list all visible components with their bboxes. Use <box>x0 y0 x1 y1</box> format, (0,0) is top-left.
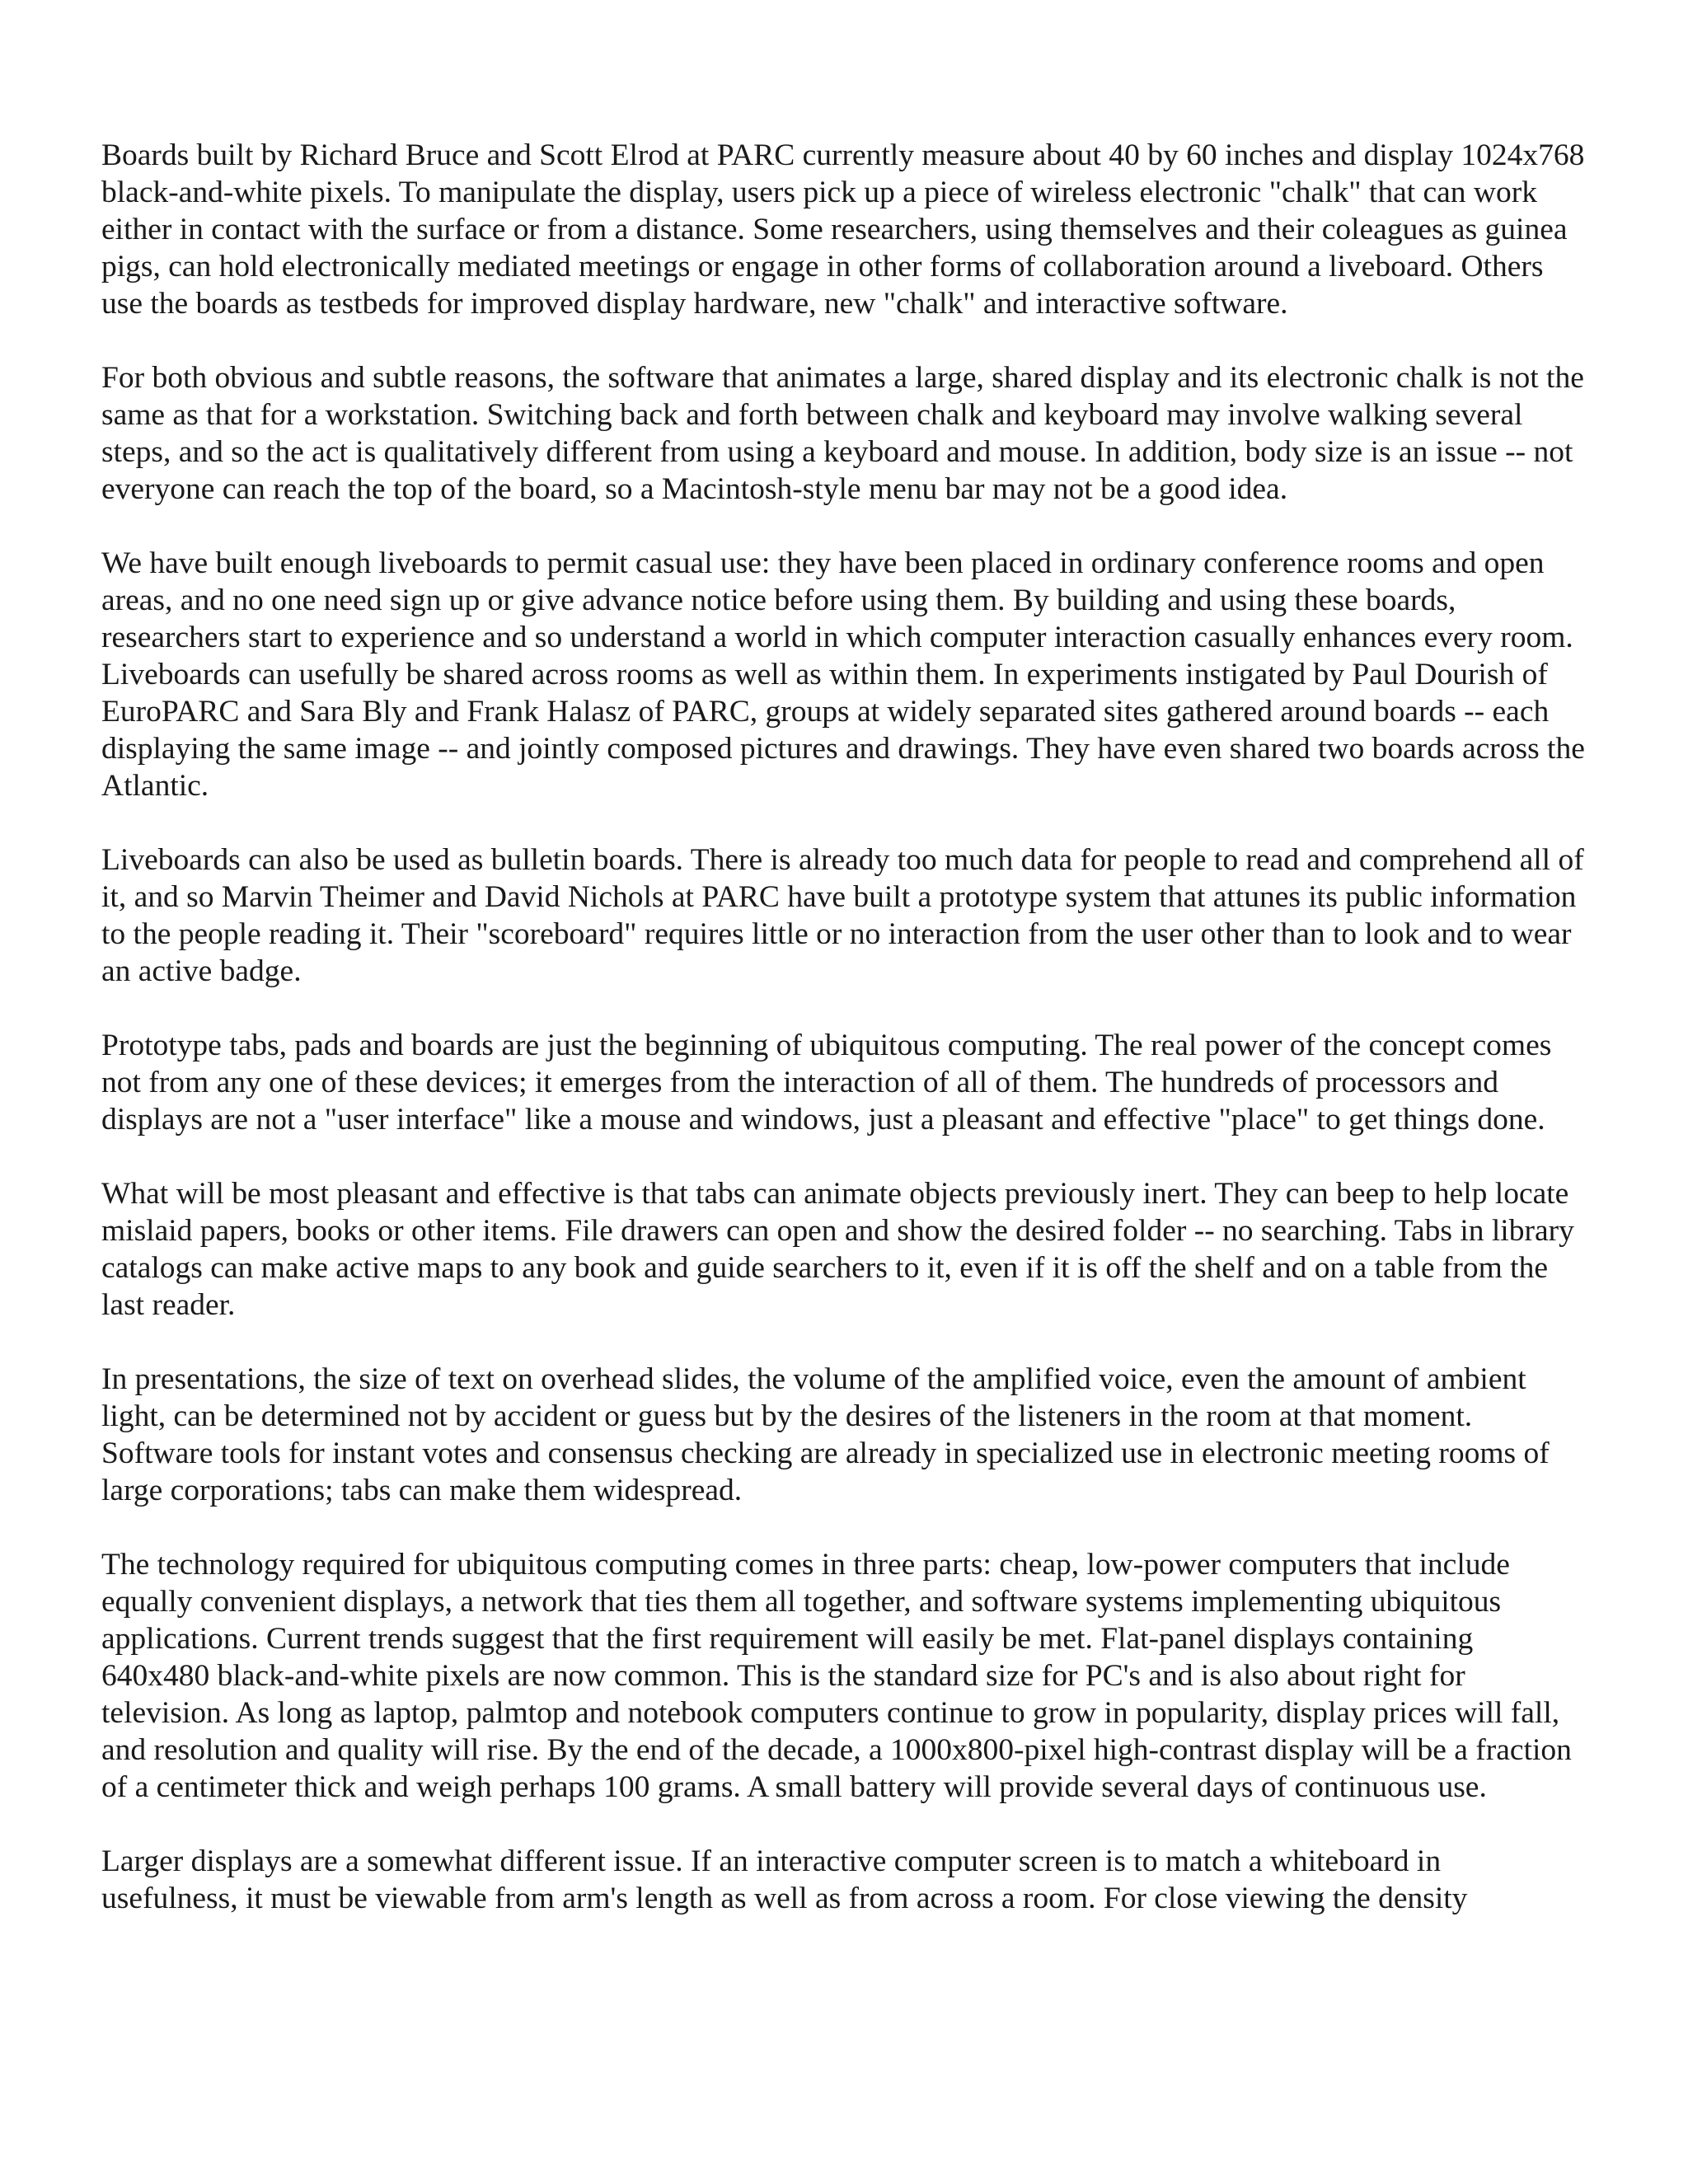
paragraph-prototypes: Prototype tabs, pads and boards are just the beginning of ubiquitous computing. The real power of the concept comes not from any one of these devices; it emerges from the interaction of all of them. The hundreds of processors and displays are not a "user interface" like a mouse and windows, just a pleasant and effective "place" to get things done. <box>101 1029 1552 1137</box>
paragraph-bulletin-boards: Liveboards can also be used as bulletin boards. There is already too much data for people to read and comprehend all of it, and so Marvin Theimer and David Nichols at PARC have built a prototype system that attunes its public information to the people reading it. Their "scoreboard" requires little or no interaction from the user other than to look and to wear an active badge. <box>101 843 1584 988</box>
paragraph-presentations: In presentations, the size of text on overhead slides, the volume of the amplified voice, even the amount of ambient light, can be determined not by accident or guess but by the desires of the listeners in the room at that moment. Software tools for instant votes and consensus checking are already in specialized use in electronic meeting rooms of large corporations; tabs can make them widespread. <box>101 1362 1550 1507</box>
paragraph-larger-displays: Larger displays are a somewhat different issue. If an interactive computer screen is to match a whiteboard in usefulness, it must be viewable from arm's length as well as from across a room. For close viewing the density <box>101 1844 1468 1915</box>
document-body <box>101 137 1585 1917</box>
paragraph-technology: The technology required for ubiquitous computing comes in three parts: cheap, low-power computers that include equally convenient displays, a network that ties them all together, and software systems implementing ubiquitous applications. Current trends suggest that the first requirement will easily be met. Flat-panel displays containing 640x480 black-and-white pixels are now common. This is the standard size for PC's and is also about right for television. As long as laptop, palmtop and notebook computers continue to grow in popularity, display prices will fall, and resolution and quality will rise. By the end of the decade, a 1000x800-pixel high-contrast display will be a fraction of a centimeter thick and weigh perhaps 100 grams. A small battery will provide several days of continuous use. <box>101 1548 1572 1804</box>
paragraph-liveboard-software: For both obvious and subtle reasons, the software that animates a large, shared display and its electronic chalk is not the same as that for a workstation. Switching back and forth between chalk and keyboard may involve walking several steps, and so the act is qualitatively different from using a keyboard and mouse. In addition, body size is an issue -- not everyone can reach the top of the board, so a Macintosh-style menu bar may not be a good idea. <box>101 361 1584 506</box>
paragraph-casual-use: We have built enough liveboards to permit casual use: they have been placed in ordinary conference rooms and open areas, and no one need sign up or give advance notice before using them. By building and using these boards, researchers start to experience and so understand a world in which computer interaction casually enhances every room. Liveboards can usefully be shared across rooms as well as within them. In experiments instigated by Paul Dourish of EuroPARC and Sara Bly and Frank Halasz of PARC, groups at widely separated sites gathered around boards -- each displaying the same image -- and jointly composed pictures and drawings. They have even shared two boards across the Atlantic. <box>101 546 1585 803</box>
paragraph-tabs-animate: What will be most pleasant and effective is that tabs can animate objects previously inert. They can beep to help locate mislaid papers, books or other items. File drawers can open and show the desired folder -- no searching. Tabs in library catalogs can make active maps to any book and guide searchers to it, even if it is off the shelf and on a table from the last reader. <box>101 1177 1574 1322</box>
paragraph-liveboard-hardware: Boards built by Richard Bruce and Scott Elrod at PARC currently measure about 40 by 60 inches and display 1024x768 black-and-white pixels. To manipulate the display, users pick up a piece of wireless electronic "chalk" that can work either in contact with the surface or from a distance. Some researchers, using themselves and their coleagues as guinea pigs, can hold electronically mediated meetings or engage in other forms of collaboration around a liveboard. Others use the boards as testbeds for improved display hardware, new "chalk" and interactive software. <box>101 138 1585 321</box>
